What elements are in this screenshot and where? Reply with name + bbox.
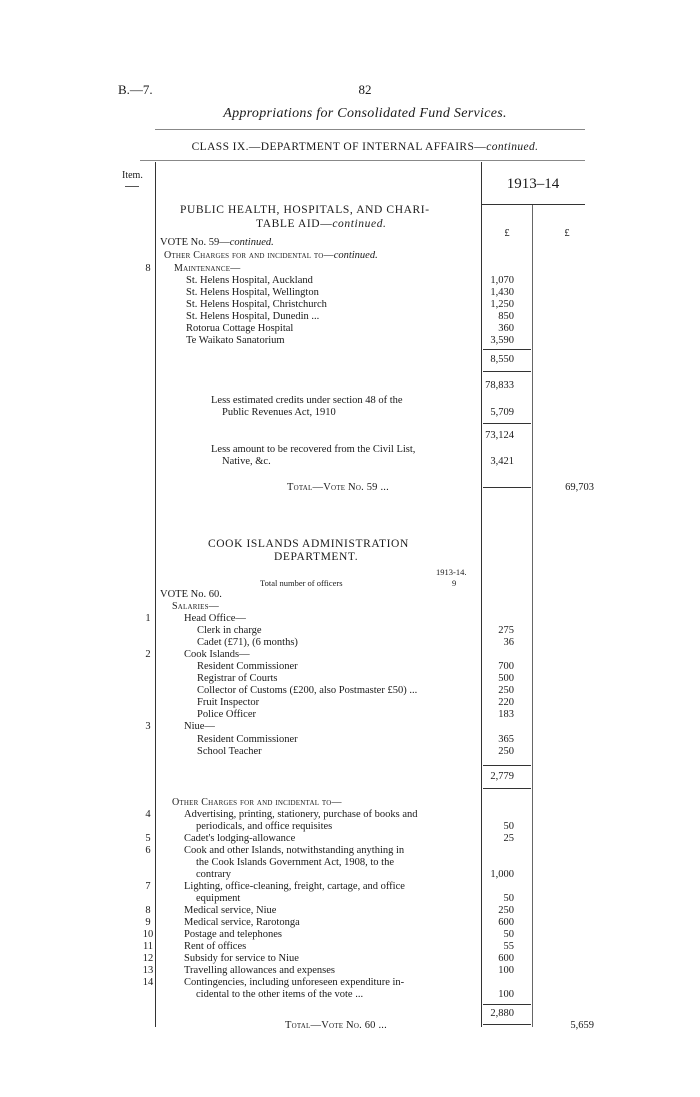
salary-line: Cadet (£71), (6 months): [197, 637, 298, 648]
salary-amount: 250: [498, 746, 514, 757]
item-number: 14: [142, 977, 154, 988]
vote-59-continued: continued.: [229, 237, 274, 248]
vote-60-heading: VOTE No. 60.: [160, 589, 222, 600]
charge-line: Cook and other Islands, notwithstanding anything in: [184, 845, 405, 856]
vote-60-total-amount: 5,659: [570, 1020, 594, 1031]
charge-line: Rent of offices: [184, 941, 247, 952]
salary-amount: 700: [498, 661, 514, 672]
salary-amount: 36: [503, 637, 514, 648]
after-credits-amount: 73,124: [485, 430, 514, 441]
currency-symbol-1: £: [504, 228, 510, 239]
salaries-heading: Salaries—: [172, 601, 219, 612]
section1-heading-line2: [256, 218, 387, 230]
charge-amount: 600: [498, 917, 514, 928]
line-amount: 1,430: [490, 287, 514, 298]
salary-amount: 250: [498, 685, 514, 696]
line-amount: 850: [498, 311, 514, 322]
item-number: 13: [142, 965, 154, 976]
charge-line: Subsidy for service to Niue: [184, 953, 299, 964]
item-number: 8: [145, 905, 151, 916]
line-item: Rotorua Cottage Hospital: [186, 323, 294, 334]
salary-line: School Teacher: [197, 746, 262, 757]
salary-amount: 275: [498, 625, 514, 636]
page-reference: B.—7.: [118, 82, 153, 97]
charge-amount: 25: [503, 833, 514, 844]
vote-59-total-amount: 69,703: [565, 482, 594, 493]
item-number: 7: [145, 881, 151, 892]
page-title: Appropriations for Consolidated Fund Services.: [223, 106, 507, 121]
class-title-text: CLASS IX.—DEPARTMENT OF INTERNAL AFFAIRS—: [191, 141, 487, 153]
line-item: St. Helens Hospital, Wellington: [186, 287, 319, 298]
officers-year: 1913-14.: [436, 567, 467, 577]
item-number: 8: [145, 263, 151, 274]
salary-line: Resident Commissioner: [197, 734, 298, 745]
charge-line-cont: cidental to the other items of the vote ...: [196, 989, 364, 1000]
line-amount: 1,070: [490, 275, 514, 286]
charge-amount: 250: [498, 905, 514, 916]
line-item: St. Helens Hospital, Dunedin ...: [186, 311, 320, 322]
subtotal-amount: 8,550: [490, 354, 514, 365]
item-number: 9: [145, 917, 151, 928]
salary-line: Clerk in charge: [197, 625, 262, 636]
charge-amount: 1,000: [490, 869, 514, 880]
line-item: Te Waikato Sanatorium: [186, 335, 285, 346]
charge-line: Advertising, printing, stationery, purchase of books and: [184, 809, 418, 820]
vote-59-total-label: Total—Vote No. 59 ...: [287, 482, 389, 493]
section1-heading-continued: continued.: [332, 218, 387, 230]
item-number: 6: [145, 845, 151, 856]
charge-amount: 50: [503, 929, 514, 940]
salary-amount: 183: [498, 709, 514, 720]
salary-line: Resident Commissioner: [197, 661, 298, 672]
charge-line-cont: periodicals, and office requisites: [196, 821, 333, 832]
item-number: 10: [142, 929, 154, 940]
line-amount: 360: [498, 323, 514, 334]
charge-line: Medical service, Rarotonga: [184, 917, 300, 928]
class-title-continued: continued.: [486, 141, 539, 153]
section2-heading-line1: COOK ISLANDS ADMINISTRATION: [208, 538, 409, 550]
charge-amount: 50: [503, 893, 514, 904]
salary-line: Registrar of Courts: [197, 673, 278, 684]
charge-line: Contingencies, including unforeseen expenditure in-: [184, 977, 405, 988]
item-number: 1: [145, 613, 151, 624]
year-column-header: 1913–14: [506, 176, 560, 192]
charge-amount: 100: [498, 989, 514, 1000]
salary-amount: 220: [498, 697, 514, 708]
charge-amount: 100: [498, 965, 514, 976]
other-charges-text-59: Other Charges for and incidental to—: [164, 250, 334, 261]
charge-amount: 50: [503, 821, 514, 832]
section1-heading-line1: PUBLIC HEALTH, HOSPITALS, AND CHARI-: [180, 204, 430, 216]
vote-60-total-label: Total—Vote No. 60 ...: [285, 1020, 387, 1031]
salary-line: Fruit Inspector: [197, 697, 260, 708]
charge-line: Medical service, Niue: [184, 905, 277, 916]
officers-label: Total number of officers: [260, 578, 343, 588]
charge-line-cont: equipment: [196, 893, 241, 904]
line-item: St. Helens Hospital, Christchurch: [186, 299, 327, 310]
salary-group-label: Cook Islands—: [184, 649, 250, 660]
charge-line: Lighting, office-cleaning, freight, cartage, and office: [184, 881, 405, 892]
section1-heading-text: TABLE AID—: [256, 218, 333, 230]
charge-line: Postage and telephones: [184, 929, 282, 940]
vote-59-text: VOTE No. 59—: [160, 237, 230, 248]
salaries-subtotal: 2,779: [490, 771, 514, 782]
other-charges-continued-59: continued.: [333, 250, 378, 261]
item-number: 5: [145, 833, 151, 844]
salary-group-label: Head Office—: [184, 613, 246, 624]
salary-amount: 500: [498, 673, 514, 684]
credits-line-2: Public Revenues Act, 1910: [222, 407, 336, 418]
charge-line-cont: the Cook Islands Government Act, 1908, to the: [196, 857, 395, 868]
line-amount: 1,250: [490, 299, 514, 310]
class-title: [192, 141, 539, 153]
charge-amount: 600: [498, 953, 514, 964]
salary-amount: 365: [498, 734, 514, 745]
charge-line-cont: contrary: [196, 869, 231, 880]
line-item: St. Helens Hospital, Auckland: [186, 275, 313, 286]
civil-list-line-2: Native, &c.: [222, 456, 271, 467]
currency-symbol-2: £: [564, 228, 570, 239]
item-number: 4: [145, 809, 151, 820]
maintenance-heading: Maintenance—: [174, 263, 241, 274]
officers-count: 9: [452, 578, 457, 588]
civil-list-amount: 3,421: [490, 456, 514, 467]
item-number: 3: [145, 721, 151, 732]
item-number: 2: [145, 649, 151, 660]
page-number: 82: [358, 82, 372, 97]
charge-amount: 55: [503, 941, 514, 952]
vote-59-heading: [160, 237, 274, 249]
salary-line: Police Officer: [197, 709, 256, 720]
credits-line-1: Less estimated credits under section 48 of the: [211, 395, 403, 406]
charge-line: Travelling allowances and expenses: [184, 965, 335, 976]
section2-heading-line2: DEPARTMENT.: [274, 551, 359, 563]
salary-line: Collector of Customs (£200, also Postmaster £50) ...: [197, 685, 418, 696]
charges-subtotal: 2,880: [490, 1008, 514, 1019]
total-before-credits: 78,833: [485, 380, 514, 391]
item-number: 11: [142, 941, 154, 952]
other-charges-heading-59: [164, 250, 378, 262]
credits-amount: 5,709: [490, 407, 514, 418]
salary-group-label: Niue—: [184, 721, 215, 732]
item-number: 12: [142, 953, 154, 964]
other-charges-heading-60: Other Charges for and incidental to—: [172, 797, 342, 808]
line-amount: 3,590: [490, 335, 514, 346]
item-column-header: Item.: [122, 170, 143, 181]
civil-list-line-1: Less amount to be recovered from the Civil List,: [211, 444, 416, 455]
charge-line: Cadet's lodging-allowance: [184, 833, 296, 844]
